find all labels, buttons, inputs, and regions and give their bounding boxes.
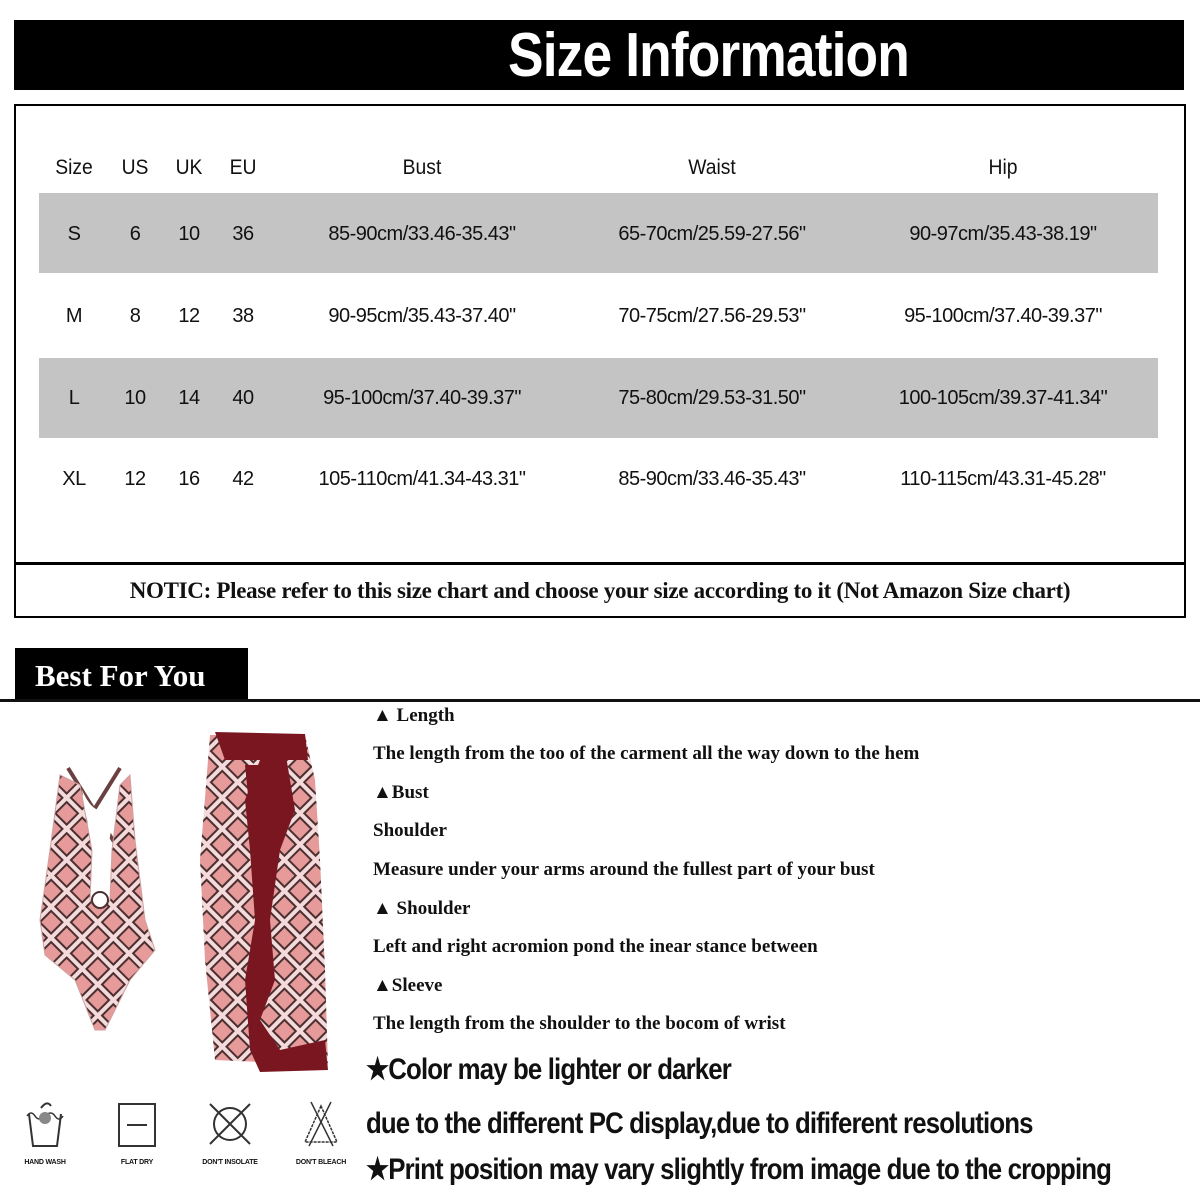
cell-size: M [65, 305, 83, 327]
dont-bleach-icon [299, 1100, 343, 1148]
measurement-bust-heading: ▲Bust [373, 782, 429, 803]
sarong-image [200, 732, 328, 1072]
cell-us: 10 [124, 387, 146, 409]
swimsuit-image [40, 768, 155, 1030]
cell-us: 12 [124, 468, 146, 490]
care-label: HAND WASH [24, 1159, 66, 1166]
print-note: ★Print position may vary slightly from image due to the cropping [366, 1153, 1112, 1186]
cell-bust: 105-110cm/41.34-43.31" [318, 468, 526, 490]
cell-us: 8 [129, 305, 141, 327]
cell-uk: 14 [178, 387, 200, 409]
flat-dry-icon [115, 1100, 159, 1148]
best-for-you-title: Best For You [35, 658, 206, 693]
column-header-eu: EU [229, 156, 257, 179]
cell-uk: 12 [178, 305, 200, 327]
column-header-uk: UK [175, 156, 203, 179]
cell-bust: 95-100cm/37.40-39.37" [323, 387, 521, 409]
measurement-length-heading: ▲ Length [373, 705, 455, 726]
cell-eu: 40 [232, 387, 254, 409]
column-header-us: US [121, 156, 149, 179]
cell-bust: 90-95cm/35.43-37.40" [328, 305, 516, 327]
cell-uk: 10 [178, 223, 200, 245]
cell-us: 6 [129, 223, 141, 245]
color-note: ★Color may be lighter or darker [366, 1053, 731, 1086]
cell-uk: 16 [178, 468, 200, 490]
section-rule [0, 699, 1200, 702]
cell-waist: 70-75cm/27.56-29.53" [618, 305, 806, 327]
product-images [20, 720, 340, 1080]
hand-wash-icon [23, 1100, 67, 1148]
dont-iron-icon [206, 1100, 254, 1148]
care-item-hand-wash [10, 1100, 80, 1166]
measurement-sleeve-text: The length from the shoulder to the bocom of wrist [373, 1013, 786, 1034]
cell-waist: 65-70cm/25.59-27.56" [618, 223, 806, 245]
measurement-shoulder-text: Left and right acromion pond the inear stance between [373, 936, 818, 957]
cell-waist: 85-90cm/33.46-35.43" [618, 468, 806, 490]
column-header-bust: Bust [402, 156, 442, 179]
cell-size: L [68, 387, 80, 409]
column-header-waist: Waist [688, 156, 736, 179]
cell-eu: 36 [232, 223, 254, 245]
cell-eu: 42 [232, 468, 254, 490]
cell-hip: 110-115cm/43.31-45.28" [900, 468, 1106, 490]
column-header-size: Size [55, 156, 93, 179]
cell-size: XL [62, 468, 86, 490]
size-notice: NOTIC: Please refer to this size chart and choose your size according to it (Not Amazon Size chart) [129, 578, 1071, 603]
cell-eu: 38 [232, 305, 254, 327]
care-label: DON'T BLEACH [295, 1159, 347, 1166]
title-banner [14, 20, 1184, 90]
best-for-you-tab [15, 648, 248, 700]
care-item-dont-insolate [195, 1100, 265, 1166]
cell-hip: 100-105cm/39.37-41.34" [898, 387, 1108, 409]
notice-divider [14, 562, 1186, 565]
measurement-sleeve-heading: ▲Sleeve [373, 975, 443, 996]
measurement-bust-subheading: Shoulder [373, 820, 447, 841]
measurement-bust-text: Measure under your arms around the fullest part of your bust [373, 859, 875, 880]
column-header-hip: Hip [988, 156, 1018, 179]
cell-hip: 90-97cm/35.43-38.19" [909, 223, 1097, 245]
care-item-flat-dry [102, 1100, 172, 1166]
care-item-dont-bleach [286, 1100, 356, 1166]
page-title: Size Information [508, 21, 909, 90]
measurement-length-text: The length from the too of the carment all the way down to the hem [373, 743, 920, 764]
cell-bust: 85-90cm/33.46-35.43" [328, 223, 516, 245]
display-note: due to the different PC display,due to dififerent resolutions [366, 1107, 1033, 1140]
care-label: DON'T INSOLATE [202, 1159, 258, 1166]
cell-waist: 75-80cm/29.53-31.50" [618, 387, 806, 409]
measurement-shoulder-heading: ▲ Shoulder [373, 898, 471, 919]
cell-size: S [67, 223, 81, 245]
cell-hip: 95-100cm/37.40-39.37" [904, 305, 1102, 327]
care-label: FLAT DRY [120, 1159, 154, 1166]
